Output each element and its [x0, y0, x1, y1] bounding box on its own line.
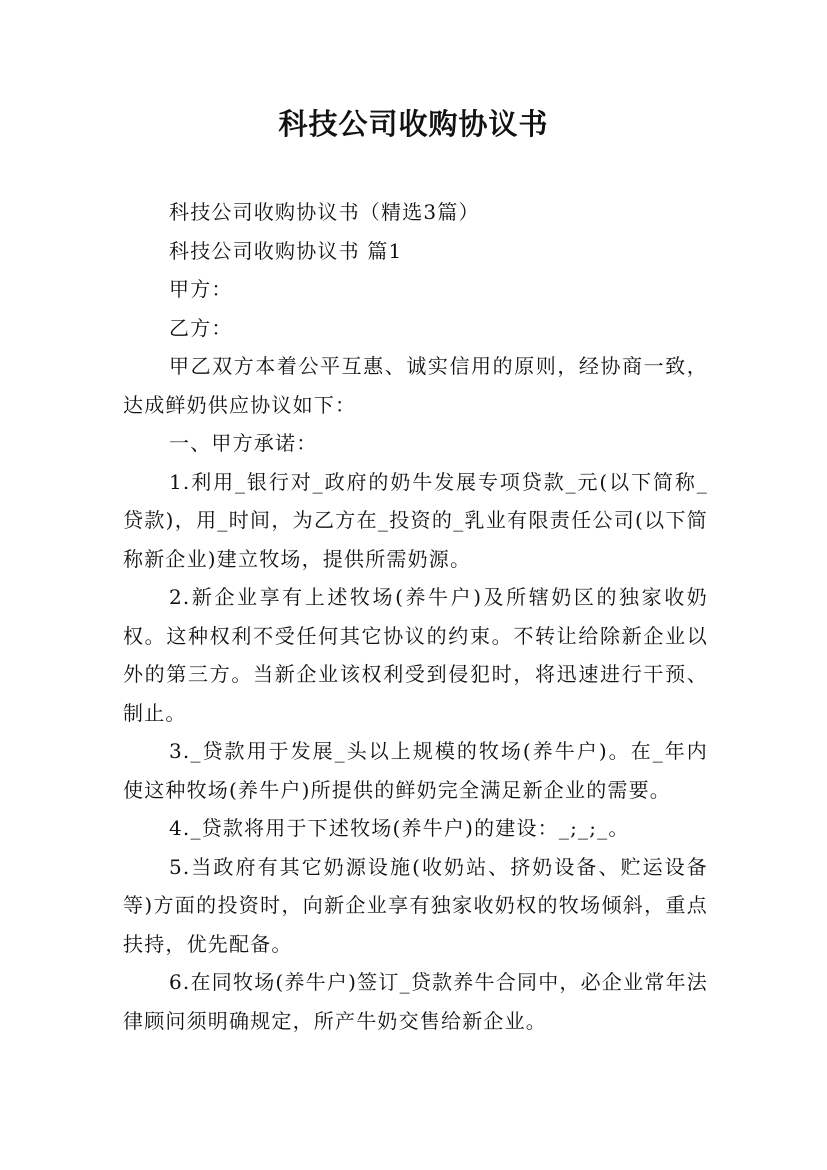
paragraph-preamble: 甲乙双方本着公平互惠、诚实信用的原则，经协商一致，达成鲜奶供应协议如下： [123, 354, 708, 417]
paragraph-clause-4: 4._贷款将用于下述牧场(养牛户)的建设：_;_;_。 [169, 816, 630, 840]
document-title: 科技公司收购协议书 [278, 107, 549, 141]
paragraph-clause-2: 2.新企业享有上述牧场(养牛户)及所辖奶区的独家收奶权。这种权利不受任何其它协议的约束。不转让给除新企业以外的第三方。当新企业该权利受到侵犯时，将迅速进行干预、制止。 [123, 585, 708, 725]
paragraph-clause-1: 1.利用_银行对_政府的奶牛发展专项贷款_元(以下简称_贷款)，用_时间，为乙方在_投资的_乳业有限责任公司(以下简称新企业)建立牧场，提供所需奶源。 [123, 469, 708, 571]
paragraph-commitment-heading: 一、甲方承诺： [169, 431, 318, 455]
paragraph-party-a: 甲方： [169, 277, 233, 301]
paragraph-clause-3: 3._贷款用于发展_头以上规模的牧场(养牛户)。在_年内使这种牧场(养牛户)所提供的鲜奶完全满足新企业的需要。 [123, 739, 708, 802]
document-body [123, 193, 708, 1040]
paragraph-clause-5: 5.当政府有其它奶源设施(收奶站、挤奶设备、贮运设备等)方面的投资时，向新企业享有独家收奶权的牧场倾斜，重点扶持，优先配备。 [123, 854, 708, 956]
paragraph-subtitle: 科技公司收购协议书（精选3篇） [169, 200, 480, 224]
paragraph-section-heading: 科技公司收购协议书 篇1 [169, 238, 403, 263]
paragraph-party-b: 乙方： [169, 315, 233, 340]
paragraph-clause-6: 6.在同牧场(养牛户)签订_贷款养牛合同中，必企业常年法律顾问须明确规定，所产牛奶交售给新企业。 [123, 970, 708, 1033]
